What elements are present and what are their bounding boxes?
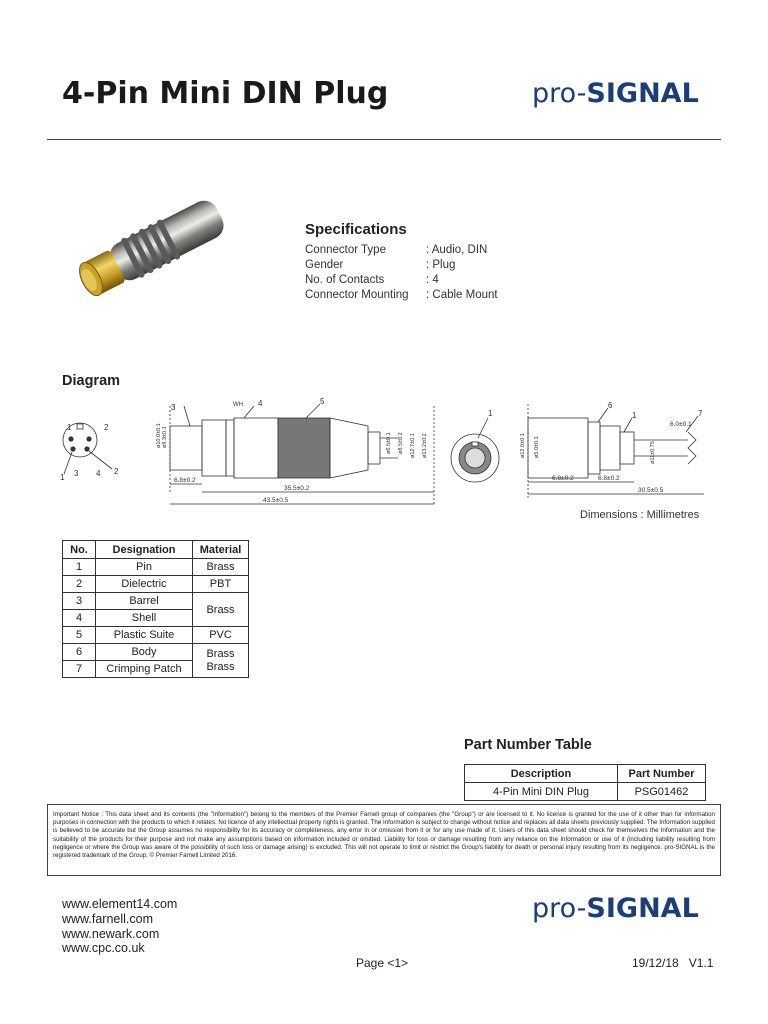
spec-value: : Audio, DIN	[426, 244, 488, 256]
cell-description: 4-Pin Mini DIN Plug	[465, 783, 618, 801]
column-header: Material	[193, 541, 249, 559]
dimension-label: 6.0±0.1	[670, 421, 692, 428]
pin-face-view	[60, 423, 119, 482]
cell-part-number: PSG01462	[618, 783, 706, 801]
dimension-label: ø10.0±0.1	[156, 423, 162, 448]
cell-material: PVC	[193, 627, 249, 644]
rear-view	[451, 409, 499, 482]
pin-label: 1	[60, 473, 65, 482]
dimension-label: 6.8±0.2	[174, 477, 196, 484]
link-newark[interactable]: www.newark.com	[62, 926, 160, 941]
dimension-label: 6.8±0.2	[598, 475, 620, 482]
pin-label: 4	[96, 469, 101, 478]
callout-label: 1	[632, 411, 637, 420]
table-header-row	[63, 541, 249, 559]
specifications-heading: Specifications	[305, 221, 407, 238]
cell-material: Brass	[206, 660, 235, 673]
cell-no: 2	[63, 576, 96, 593]
table-row	[63, 576, 249, 593]
cell-designation: Crimping Patch	[96, 661, 193, 678]
part-number-table	[464, 764, 706, 801]
table-row	[63, 593, 249, 610]
callout-label: 6	[608, 401, 613, 410]
table-row	[63, 559, 249, 576]
part-number-heading: Part Number Table	[464, 737, 592, 753]
cell-designation: Plastic Suite	[96, 627, 193, 644]
spec-label: Connector Mounting	[305, 289, 409, 301]
column-header: No.	[63, 541, 96, 559]
dimension-label: 43.5±0.5	[263, 497, 289, 504]
cell-no: 6	[63, 644, 96, 661]
cell-designation: Body	[96, 644, 193, 661]
callout-label: WH	[233, 402, 243, 408]
cell-material: Brass	[206, 647, 235, 660]
brand-logo-footer	[532, 893, 699, 924]
important-notice: Important Notice : This data sheet and its contents (the "Information") belong to the members of the Premier Farnell group of companies (the "Group") or are licensed to it. No licence is granted for the use of it other than for information purposes in connection with the products to which it relates. No licence of any intellectual property rights is granted. The Information is subject to change without notice and replaces all data sheets previously supplied. The Information supplied is believed to be accurate but the Group assumes no responsibility for its accuracy or completeness, any error in or omission from it or for any use made of it. Users of this data sheet should check for themselves the Information and the suitability of the products for their purpose and not make any assumptions based on information included or omitted. Liability for loss or damage resulting from any reliance on the Information or use of it (including liability resulting from negligence or where the Group was aware of the possibility of such loss or damage arising) is excluded. This will not operate to limit or restrict the Group's liability for death or personal injury resulting from its negligence. pro-SIGNAL is the registered trademark of the Group. © Premier Farnell Limited 2016.	[47, 804, 721, 876]
dimension-label: ø9.3±0.1	[162, 426, 168, 448]
column-header: Designation	[96, 541, 193, 559]
product-photo	[58, 186, 238, 314]
dimension-label: ø11±0.75	[650, 441, 656, 464]
dimension-label: ø12.0±0.1	[520, 433, 526, 458]
spec-value: : Cable Mount	[426, 289, 498, 301]
spec-value: : 4	[426, 274, 439, 286]
brand-logo-signal: SIGNAL	[586, 893, 699, 924]
dimension-label: 6.8±0.2	[552, 475, 574, 482]
brand-logo-pro: pro-	[532, 78, 587, 109]
pin-label: 1	[67, 423, 72, 432]
diagram-heading: Diagram	[62, 373, 121, 389]
spec-value: : Plug	[426, 259, 456, 271]
column-header: Description	[465, 765, 618, 783]
brand-logo-signal: SIGNAL	[586, 78, 699, 109]
spec-label: No. of Contacts	[305, 274, 385, 286]
callout-label: 7	[698, 409, 703, 418]
cell-no: 1	[63, 559, 96, 576]
cell-no: 4	[63, 610, 96, 627]
dimensions-note: Dimensions : Millimetres	[580, 509, 700, 521]
link-farnell[interactable]: www.farnell.com	[62, 911, 153, 926]
brand-logo	[532, 78, 699, 109]
cell-material-merged	[193, 644, 249, 678]
pin-label: 3	[74, 469, 79, 478]
side-view	[156, 397, 434, 506]
cell-designation: Barrel	[96, 593, 193, 610]
dimension-label: ø6.5±0.1	[386, 432, 392, 454]
date-version: 19/12/18 V1.1	[632, 956, 714, 970]
column-header: Part Number	[618, 765, 706, 783]
table-row	[63, 627, 249, 644]
cell-no: 7	[63, 661, 96, 678]
link-element14[interactable]: www.element14.com	[62, 897, 178, 911]
table-header-row	[465, 765, 706, 783]
pin-label: 2	[104, 423, 109, 432]
brand-logo-pro: pro-	[532, 893, 587, 924]
dimension-label: ø13.2±0.2	[422, 433, 428, 458]
page-number: Page <1>	[356, 956, 409, 970]
cell-designation: Pin	[96, 559, 193, 576]
dimension-label: ø8.5±0.2	[398, 432, 404, 454]
dimension-label: ø5.0±0.1	[534, 436, 540, 458]
spec-label: Connector Type	[305, 244, 386, 256]
component-table	[62, 540, 249, 678]
page-title: 4-Pin Mini DIN Plug	[62, 76, 389, 111]
callout-label: 1	[488, 409, 493, 418]
footer-links	[62, 897, 177, 956]
callout-label: 4	[258, 399, 263, 408]
link-cpc[interactable]: www.cpc.co.uk	[62, 941, 145, 956]
cell-material: Brass	[193, 593, 249, 627]
table-row	[465, 783, 706, 801]
dimension-label: ø12.7±0.1	[410, 433, 416, 458]
pin-label: 2	[114, 467, 119, 476]
technical-drawing	[58, 396, 714, 508]
dimension-label: 35.5±0.2	[284, 485, 310, 492]
cell-designation: Shell	[96, 610, 193, 627]
cell-material: Brass	[193, 559, 249, 576]
cell-designation: Dielectric	[96, 576, 193, 593]
table-row	[63, 644, 249, 661]
spec-label: Gender	[305, 259, 344, 271]
cell-material: PBT	[193, 576, 249, 593]
body-view	[520, 401, 704, 498]
callout-label: 5	[320, 397, 325, 406]
header-divider	[47, 139, 721, 140]
callout-label: 3	[171, 403, 176, 412]
dimension-label: 30.5±0.5	[638, 487, 664, 494]
cell-no: 5	[63, 627, 96, 644]
cell-no: 3	[63, 593, 96, 610]
